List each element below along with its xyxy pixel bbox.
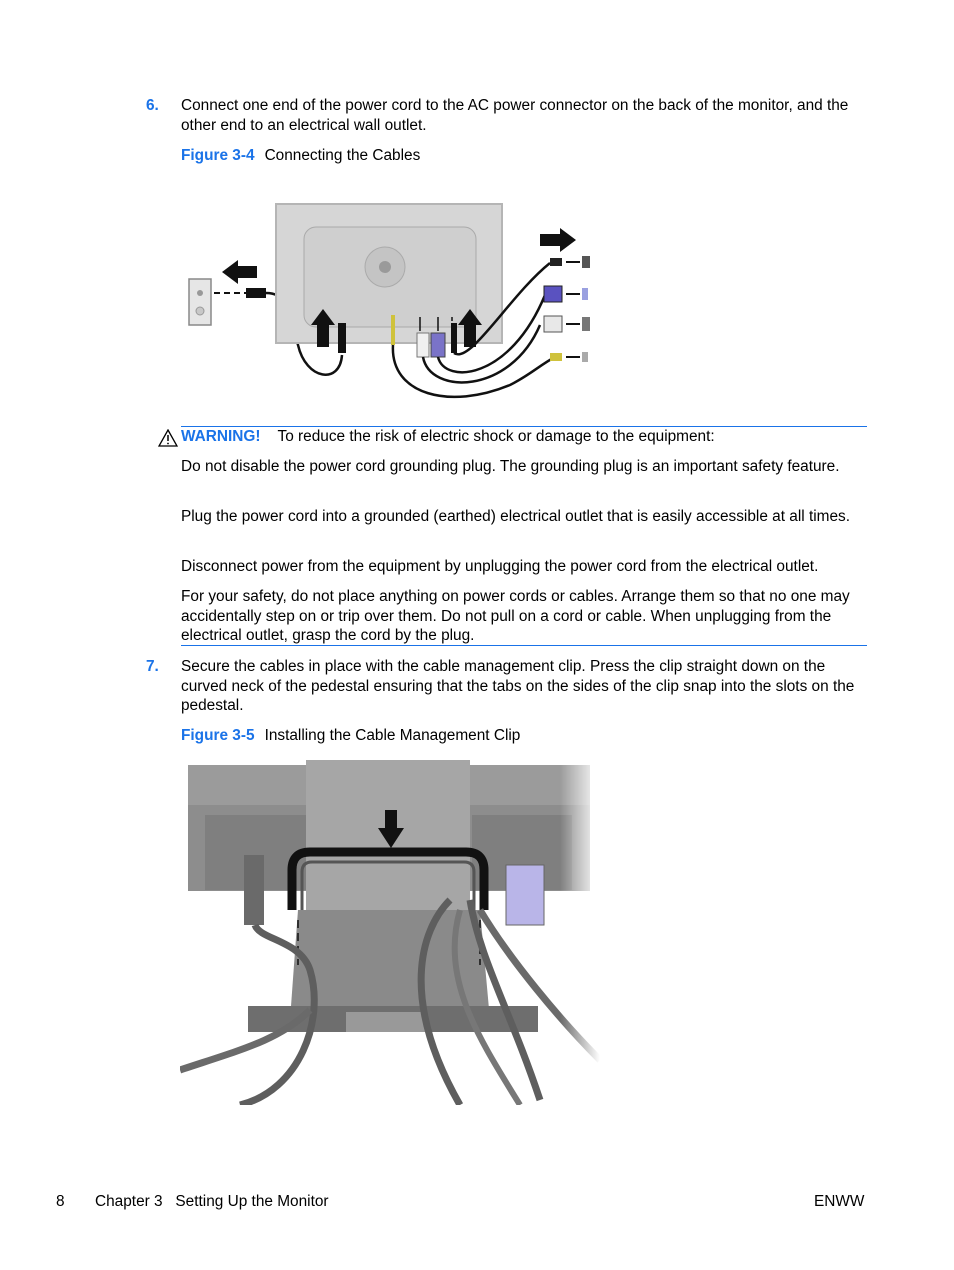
- step-7-text: Secure the cables in place with the cable management clip. Press the clip straight down on the curved neck of the pedestal ensuring that the tabs on the sides of the clip snap into the slots on the pedestal.: [181, 658, 855, 714]
- warning-bottom-rule: [181, 645, 867, 646]
- step-6-number: 6.: [146, 97, 159, 114]
- figure-3-5-caption: [181, 726, 520, 746]
- doc-code: ENWW: [814, 1193, 865, 1210]
- step-6-text: Connect one end of the power cord to the AC power connector on the back of the monitor, and the other end to an electrical wall outlet.: [181, 97, 849, 134]
- wall-outlet: [189, 279, 211, 325]
- arrow-left-icon: [222, 260, 257, 284]
- warning-paragraph: For your safety, do not place anything on power cords or cables. Arrange them so that no one may accidentally step on or trip over them. Do not pull on a cord or cable. When unplugging from the electrical outlet, grasp the cord by the plug.: [181, 588, 850, 644]
- page-number: 8: [56, 1193, 65, 1210]
- step-7-number: 7.: [146, 658, 159, 675]
- figure-3-4-caption: [181, 146, 420, 166]
- figure-3-5-illustration: [180, 760, 600, 1105]
- warning-triangle-icon: [158, 429, 178, 447]
- warning-heading: [181, 427, 871, 447]
- warning-label: WARNING!: [181, 428, 261, 445]
- warning-paragraph: Do not disable the power cord grounding plug. The grounding plug is an important safety feature.: [181, 458, 840, 475]
- warning-paragraph: Plug the power cord into a grounded (earthed) electrical outlet that is easily accessible at all times.: [181, 508, 850, 525]
- pedestal: [290, 910, 490, 1020]
- warning-paragraph: Disconnect power from the equipment by unplugging the power cord from the electrical outlet.: [181, 558, 819, 575]
- figure-label: Figure 3-5: [181, 727, 255, 744]
- arrow-right-icon: [540, 228, 576, 252]
- warning-intro: To reduce the risk of electric shock or damage to the equipment:: [277, 428, 715, 445]
- figure-label: Figure 3-4: [181, 147, 255, 164]
- figure-title: Installing the Cable Management Clip: [264, 727, 521, 744]
- figure-title: Connecting the Cables: [264, 147, 421, 164]
- figure-3-4-illustration: [180, 195, 600, 415]
- chapter-title: Chapter 3 Setting Up the Monitor: [95, 1193, 329, 1210]
